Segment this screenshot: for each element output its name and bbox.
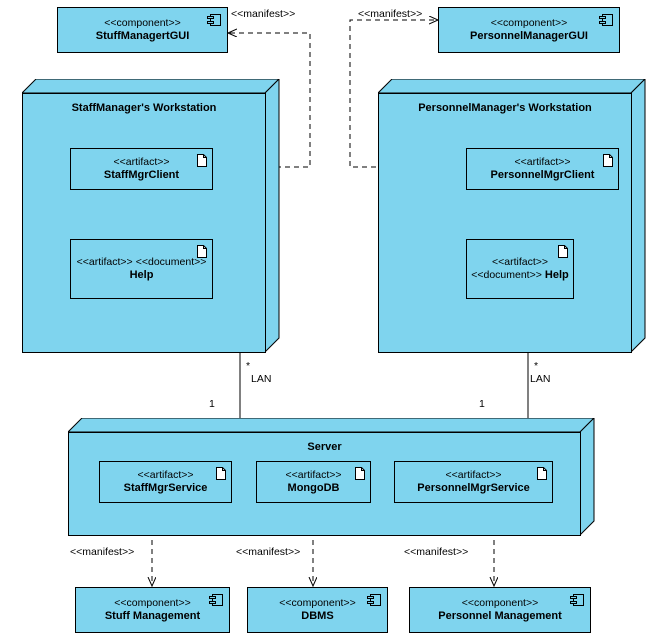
node-personnelmanager-workstation[interactable] [378, 79, 646, 353]
node-title: StaffManager's Workstation [71, 102, 217, 114]
node-front-face [22, 93, 266, 353]
lan-left-label: LAN [251, 373, 272, 385]
lan-left-multiplicity-one: 1 [209, 398, 215, 410]
component-personnel-management[interactable] [409, 587, 591, 633]
artifact-name: Help [129, 269, 154, 281]
artifact-stereotype: <<artifact>> [514, 156, 571, 168]
component-dbms[interactable] [247, 587, 388, 633]
component-stereotype: <<component>> [490, 17, 568, 29]
manifest-label-bottom-left: <<manifest>> [70, 546, 135, 558]
lan-right-multiplicity-star: * [534, 360, 539, 372]
manifest-label-bottom-right: <<manifest>> [404, 546, 469, 558]
node-title: PersonnelManager's Workstation [418, 102, 592, 114]
artifact-name: Help [544, 269, 569, 281]
node-front-face [378, 93, 632, 353]
artifact-stereotype: <<artifact>> [113, 156, 170, 168]
document-stereotype: <<document>> [135, 256, 207, 268]
artifact-help-personnel[interactable] [466, 239, 574, 299]
manifest-label-top-left: <<manifest>> [231, 8, 296, 20]
artifact-name: PersonnelMgrService [417, 482, 530, 494]
component-name: Stuff Management [104, 610, 201, 622]
component-stereotype: <<component>> [114, 597, 191, 609]
artifact-personnelmgrservice[interactable] [394, 461, 553, 503]
artifact-personnelmgrclient[interactable] [466, 148, 619, 190]
lan-right-label: LAN [530, 373, 551, 385]
component-name: DBMS [301, 610, 334, 622]
artifact-name: MongoDB [287, 482, 340, 494]
artifact-stereotype: <<artifact>> [137, 469, 194, 481]
component-name: Personnel Management [438, 610, 562, 622]
lan-left-multiplicity-star: * [246, 360, 251, 372]
component-personnel-manager-gui[interactable] [438, 7, 620, 53]
manifest-label-top-right: <<manifest>> [358, 8, 423, 20]
artifact-mongodb[interactable] [256, 461, 371, 503]
node-title: Server [307, 441, 342, 453]
artifact-stereotype: <<artifact>> [76, 256, 133, 268]
artifact-staffmgrclient[interactable] [70, 148, 213, 190]
component-name: StuffManagertGUI [95, 30, 190, 42]
artifact-stereotype: <<artifact>> [445, 469, 502, 481]
document-stereotype: <<document>> [471, 269, 542, 281]
artifact-help-staff[interactable] [70, 239, 213, 299]
artifact-staffmgrservice[interactable] [99, 461, 232, 503]
lan-right-multiplicity-one: 1 [479, 398, 485, 410]
manifest-label-bottom-mid: <<manifest>> [236, 546, 301, 558]
component-stuff-management[interactable] [75, 587, 230, 633]
component-name: PersonnelManagerGUI [470, 30, 588, 42]
artifact-stereotype: <<artifact>> [491, 256, 549, 268]
component-stereotype: <<component>> [104, 17, 181, 29]
component-stereotype: <<component>> [461, 597, 539, 609]
component-stuff-manager-gui[interactable] [57, 7, 228, 53]
artifact-name: StaffMgrClient [103, 169, 180, 181]
artifact-stereotype: <<artifact>> [285, 469, 342, 481]
node-staffmanager-workstation[interactable] [22, 79, 280, 353]
component-stereotype: <<component>> [279, 597, 356, 609]
artifact-name: PersonnelMgrClient [490, 169, 595, 181]
artifact-name: StaffMgrService [123, 482, 208, 494]
